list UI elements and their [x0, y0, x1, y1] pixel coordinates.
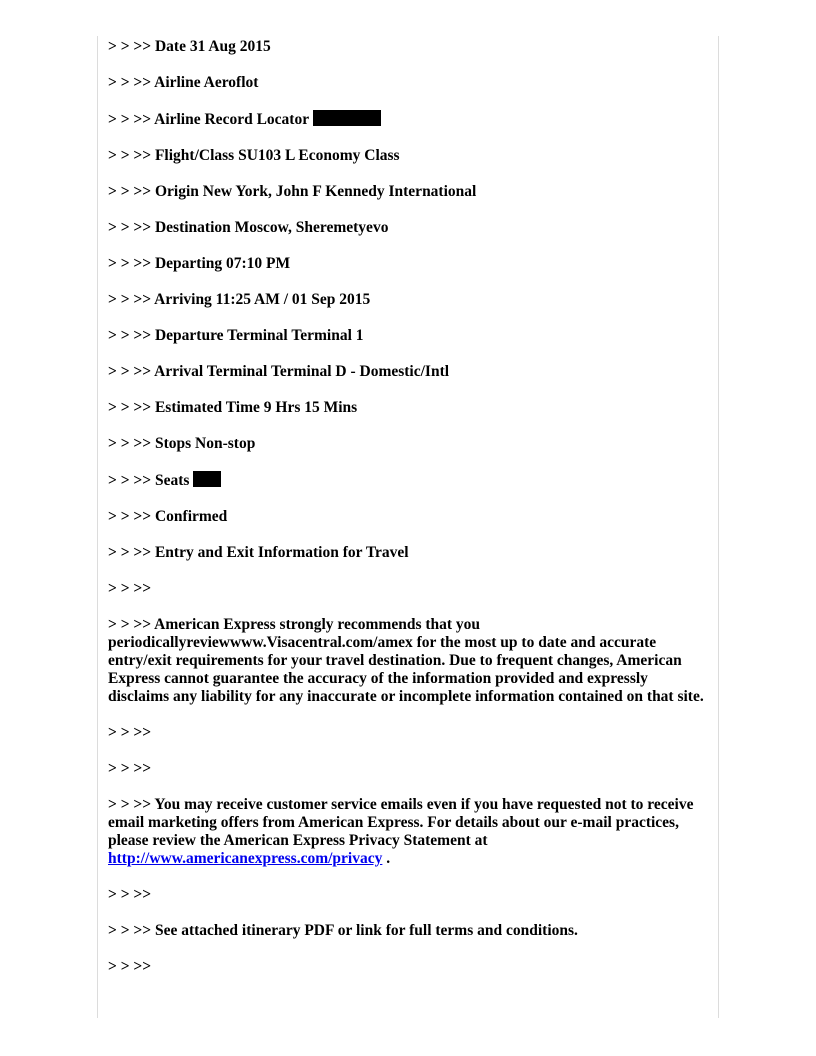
quote-prefix: > > >> — [108, 435, 152, 452]
quote-prefix: > > >> — [108, 111, 152, 128]
quote-prefix: > > >> — [108, 958, 152, 975]
email-notice: > > >> You may receive customer service emails even if you have requested not to receive email marketing offers from American Express. For details about our e-mail practices, please review the American Express Privacy Statement at http://www.americanexpress.com/privacy . — [108, 796, 694, 867]
quote-prefix: > > >> — [108, 760, 152, 777]
empty-quote-line — [108, 760, 710, 778]
quote-prefix: > > >> — [108, 38, 152, 55]
empty-quote-line — [108, 958, 710, 976]
quote-prefix: > > >> — [108, 219, 152, 236]
quote-prefix: > > >> — [108, 580, 152, 597]
visa-notice: > > >> American Express strongly recommends that you periodicallyreviewwww.Visacentral.com/amex for the most up to date and accurate entry/exit requirements for your travel destination. Due to frequent changes, American Express cannot guarantee the accuracy of the information provided and expressly disclaims any liability for any inaccurate or incomplete information contained on that site. — [108, 616, 704, 705]
itinerary-date: > > >> Date 31 Aug 2015 — [108, 38, 271, 55]
quote-prefix: > > >> — [108, 724, 152, 741]
quote-prefix: > > >> — [108, 544, 152, 561]
itinerary-origin: > > >> Origin New York, John F Kennedy International — [108, 183, 477, 200]
empty-quote-line — [108, 724, 710, 742]
quote-prefix: > > >> — [108, 796, 152, 813]
quote-prefix: > > >> — [108, 363, 152, 380]
terms-notice: > > >> See attached itinerary PDF or link for full terms and conditions. — [108, 922, 578, 939]
itinerary-departure-terminal: > > >> Departure Terminal Terminal 1 — [108, 327, 364, 344]
redaction-box — [313, 110, 381, 126]
itinerary-destination: > > >> Destination Moscow, Sheremetyevo — [108, 219, 389, 236]
quote-prefix: > > >> — [108, 472, 152, 489]
itinerary-arrival-terminal: > > >> Arrival Terminal Terminal D - Domestic/Intl — [108, 363, 450, 380]
itinerary-departing: > > >> Departing 07:10 PM — [108, 255, 291, 272]
quote-prefix: > > >> — [108, 616, 152, 633]
quote-prefix: > > >> — [108, 291, 152, 308]
quote-prefix: > > >> — [108, 922, 152, 939]
itinerary-seats: > > >> Seats — [108, 471, 710, 490]
itinerary-estimated-time: > > >> Estimated Time 9 Hrs 15 Mins — [108, 399, 358, 416]
quote-prefix: > > >> — [108, 886, 152, 903]
quote-prefix: > > >> — [108, 255, 152, 272]
redaction-box — [193, 471, 221, 487]
itinerary-stops: > > >> Stops Non-stop — [108, 435, 256, 452]
itinerary-flight-class: > > >> Flight/Class SU103 L Economy Class — [108, 147, 400, 164]
privacy-link[interactable]: http://www.americanexpress.com/privacy — [108, 850, 383, 867]
quote-prefix: > > >> — [108, 183, 152, 200]
itinerary-airline: > > >> Airline Aeroflot — [108, 74, 259, 91]
itinerary-entry-exit: > > >> Entry and Exit Information for Travel — [108, 544, 409, 561]
quote-prefix: > > >> — [108, 508, 152, 525]
quote-prefix: > > >> — [108, 399, 152, 416]
itinerary-arriving: > > >> Arriving 11:25 AM / 01 Sep 2015 — [108, 291, 371, 308]
quote-prefix: > > >> — [108, 327, 152, 344]
itinerary-record-locator: > > >> Airline Record Locator — [108, 110, 710, 129]
quote-prefix: > > >> — [108, 74, 152, 91]
empty-quote-line — [108, 886, 710, 904]
empty-quote-line — [108, 580, 710, 598]
quote-prefix: > > >> — [108, 147, 152, 164]
itinerary-status: > > >> Confirmed — [108, 508, 228, 525]
email-body — [108, 38, 710, 994]
